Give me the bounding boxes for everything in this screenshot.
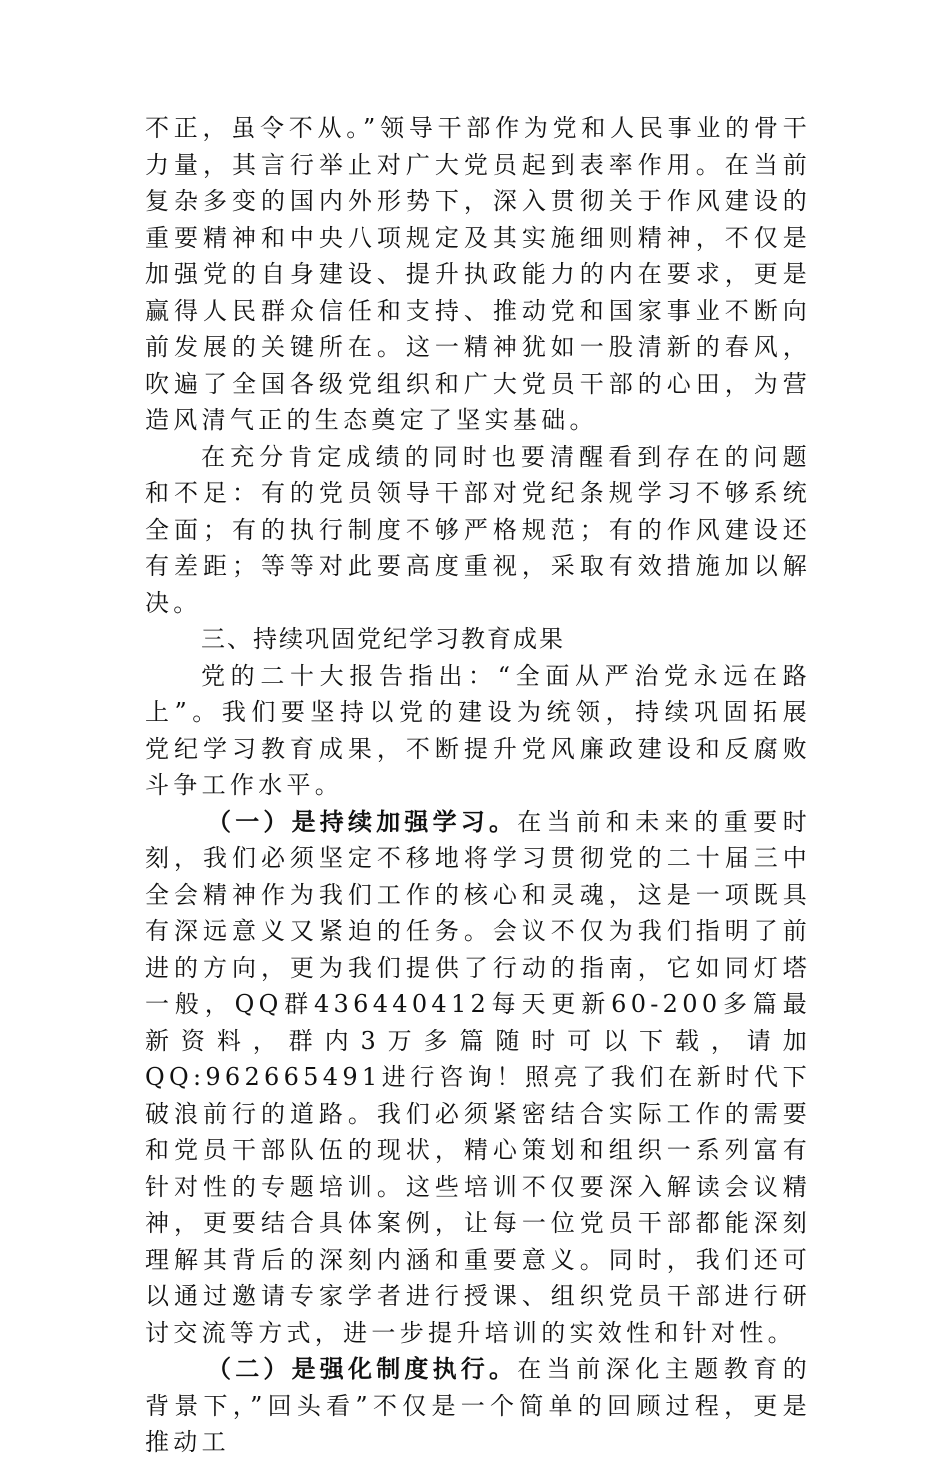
paragraph-leadership: 不正，虽令不从。”领导干部作为党和人民事业的骨干力量，其言行举止对广大党员起到表率作用。在当前复杂多变的国内外形势下，深入贯彻关于作风建设的重要精神和中央八项规定及其实施细则精神，不仅是加强党的自身建设、提升执政能力的内在要求，更是赢得人民群众信任和支持、推动党和国家事业不断向前发展的关键所在。这一精神犹如一股清新的春风，吹遍了全国各级党组织和广大党员干部的心田，为营造风清气正的生态奠定了坚实基础。 [145, 114, 811, 434]
paragraph-report-quote: 党的二十大报告指出：“全面从严治党永远在路上”。我们要坚持以党的建设为统领，持续巩固拓展党纪学习教育成果，不断提升党风廉政建设和反腐败斗争工作水平。 [145, 661, 811, 799]
section-heading-3: 三、持续巩固党纪学习教育成果 [201, 625, 565, 653]
paragraph-problems: 在充分肯定成绩的同时也要清醒看到存在的问题和不足：有的党员领导干部对党纪条规学习不够系统全面；有的执行制度不够严格规范；有的作风建设还有差距；等等对此要高度重视，采取有效措施加以解决。 [145, 442, 811, 617]
subsection-lead-1: （一）是持续加强学习。 [207, 807, 518, 836]
subsection-lead-2: （二）是强化制度执行。 [207, 1355, 518, 1383]
paragraph-enforce-rules [145, 1351, 811, 1461]
document-page [145, 110, 811, 1461]
paragraph-strengthen-learning [145, 804, 811, 1352]
subsection-body-2: 在当前深化主题教育的背景下，”回头看”不仅是一个简单的回顾过程，更是推动工 [145, 1355, 812, 1456]
subsection-body-1: 在当前和未来的重要时刻，我们必须坚定不移地将学习贯彻党的二十届三中全会精神作为我们工作的核心和灵魂，这是一项既具有深远意义又紧迫的任务。会议不仅为我们指明了前进的方向，更为我们提供了行动的指南，它如同灯塔一般，QQ群436440412每天更新60-200多篇最新资料，群内3万多篇随时可以下载，请加QQ:962665491进行咨询！照亮了我们在新时代下破浪前行的道路。我们必须紧密结合实际工作的需要和党员干部队伍的现状，精心策划和组织一系列富有针对性的专题培训。这些培训不仅要深入解读会议精神，更要结合具体案例，让每一位党员干部都能深刻理解其背后的深刻内涵和重要意义。同时，我们还可以通过邀请专家学者进行授课、组织党员干部进行研讨交流等方式，进一步提升培训的实效性和针对性。 [145, 807, 812, 1347]
